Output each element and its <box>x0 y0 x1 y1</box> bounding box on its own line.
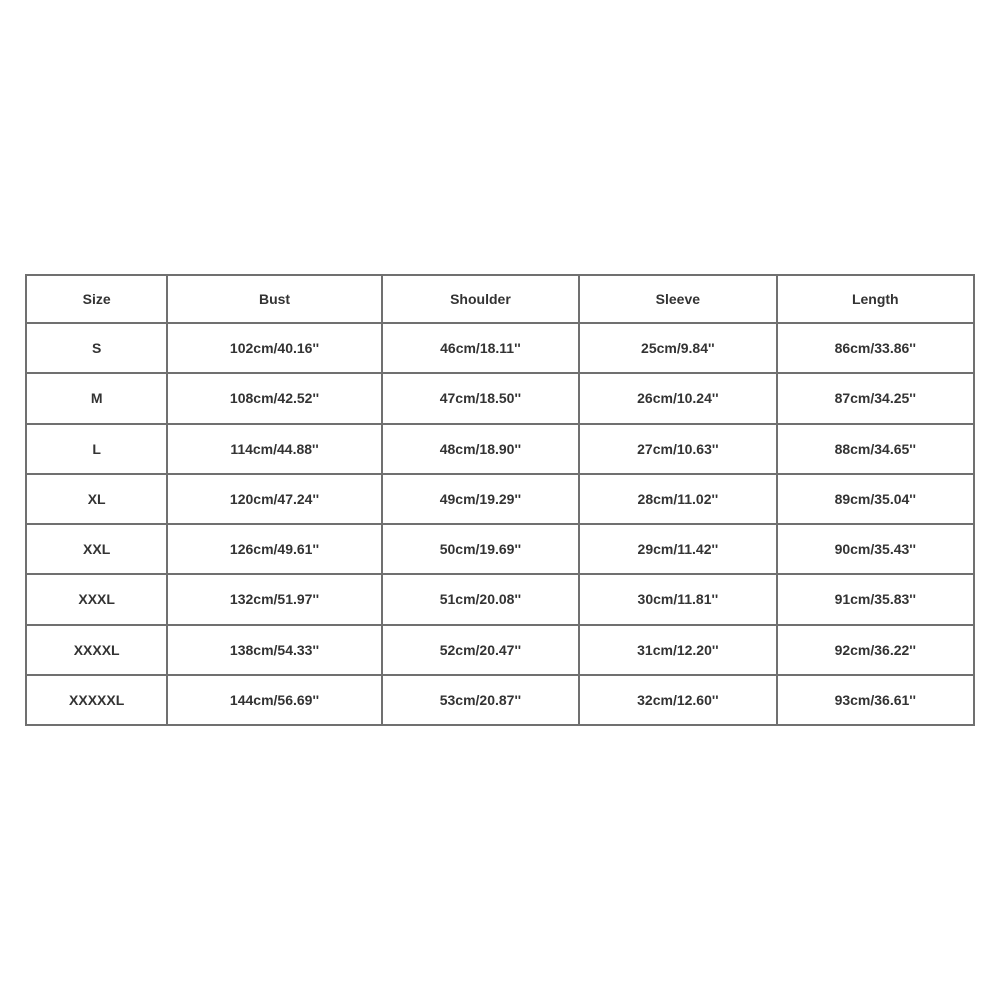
header-length: Length <box>777 275 974 323</box>
cell-sleeve: 32cm/12.60'' <box>579 675 776 725</box>
cell-shoulder: 50cm/19.69'' <box>382 524 579 574</box>
cell-bust: 102cm/40.16'' <box>167 323 381 373</box>
cell-bust: 108cm/42.52'' <box>167 373 381 423</box>
cell-shoulder: 51cm/20.08'' <box>382 574 579 624</box>
cell-shoulder: 46cm/18.11'' <box>382 323 579 373</box>
cell-size: XL <box>26 474 167 524</box>
header-sleeve: Sleeve <box>579 275 776 323</box>
cell-size: M <box>26 373 167 423</box>
cell-length: 86cm/33.86'' <box>777 323 974 373</box>
cell-size: XXL <box>26 524 167 574</box>
table-row <box>26 625 974 675</box>
cell-shoulder: 52cm/20.47'' <box>382 625 579 675</box>
cell-bust: 120cm/47.24'' <box>167 474 381 524</box>
table-header <box>26 275 974 323</box>
header-bust: Bust <box>167 275 381 323</box>
header-row <box>26 275 974 323</box>
table-row <box>26 574 974 624</box>
table-row <box>26 474 974 524</box>
cell-shoulder: 48cm/18.90'' <box>382 424 579 474</box>
table-row <box>26 323 974 373</box>
cell-size: L <box>26 424 167 474</box>
cell-sleeve: 29cm/11.42'' <box>579 524 776 574</box>
cell-length: 89cm/35.04'' <box>777 474 974 524</box>
table-body <box>26 323 974 725</box>
table-row <box>26 424 974 474</box>
table-row <box>26 373 974 423</box>
cell-shoulder: 53cm/20.87'' <box>382 675 579 725</box>
cell-bust: 126cm/49.61'' <box>167 524 381 574</box>
cell-shoulder: 49cm/19.29'' <box>382 474 579 524</box>
cell-sleeve: 28cm/11.02'' <box>579 474 776 524</box>
table-row <box>26 675 974 725</box>
cell-sleeve: 31cm/12.20'' <box>579 625 776 675</box>
cell-length: 92cm/36.22'' <box>777 625 974 675</box>
size-chart-table <box>25 274 975 726</box>
cell-size: XXXL <box>26 574 167 624</box>
cell-shoulder: 47cm/18.50'' <box>382 373 579 423</box>
cell-bust: 144cm/56.69'' <box>167 675 381 725</box>
cell-sleeve: 30cm/11.81'' <box>579 574 776 624</box>
cell-length: 88cm/34.65'' <box>777 424 974 474</box>
cell-size: XXXXXL <box>26 675 167 725</box>
cell-sleeve: 27cm/10.63'' <box>579 424 776 474</box>
cell-bust: 114cm/44.88'' <box>167 424 381 474</box>
cell-length: 90cm/35.43'' <box>777 524 974 574</box>
cell-length: 91cm/35.83'' <box>777 574 974 624</box>
cell-bust: 132cm/51.97'' <box>167 574 381 624</box>
cell-size: S <box>26 323 167 373</box>
cell-size: XXXXL <box>26 625 167 675</box>
header-size: Size <box>26 275 167 323</box>
cell-length: 87cm/34.25'' <box>777 373 974 423</box>
cell-bust: 138cm/54.33'' <box>167 625 381 675</box>
header-shoulder: Shoulder <box>382 275 579 323</box>
cell-length: 93cm/36.61'' <box>777 675 974 725</box>
cell-sleeve: 25cm/9.84'' <box>579 323 776 373</box>
cell-sleeve: 26cm/10.24'' <box>579 373 776 423</box>
table-row <box>26 524 974 574</box>
